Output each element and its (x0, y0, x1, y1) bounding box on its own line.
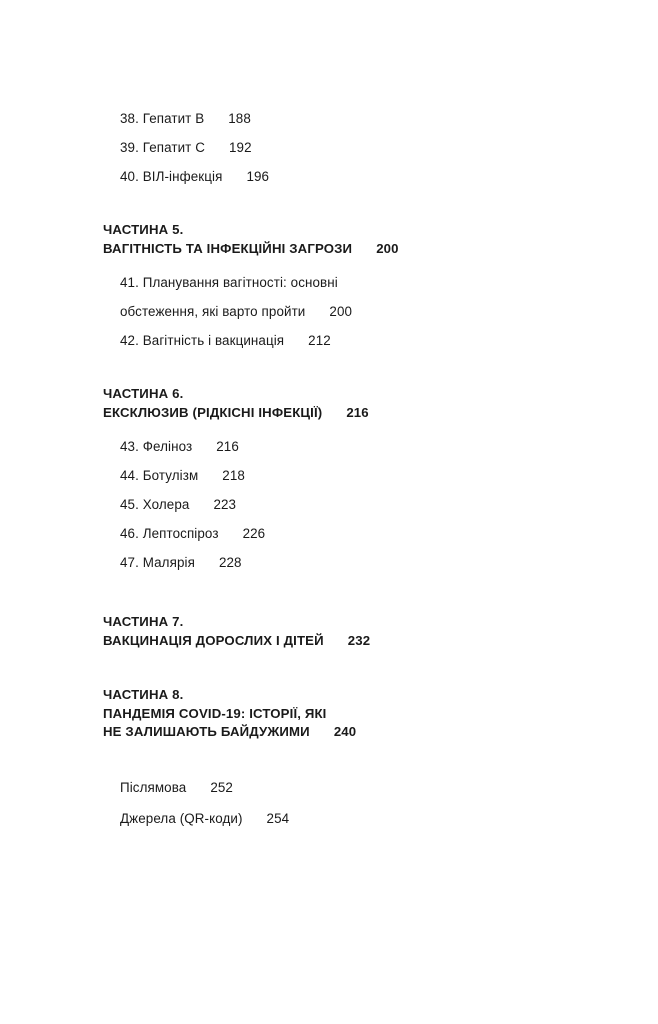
part-title-row (103, 240, 583, 259)
toc-entry-list (103, 104, 583, 191)
toc-entry-title: 47. Малярія (120, 555, 195, 570)
toc-group-continued (103, 104, 583, 191)
toc-entry-list (103, 432, 583, 577)
toc-group-part-7 (103, 613, 583, 650)
toc-entry-page: 228 (218, 555, 242, 570)
toc-entry-page: 212 (308, 333, 331, 348)
part-page: 232 (347, 632, 371, 648)
toc-entry-list (103, 268, 583, 355)
toc-entry-title-line-2: обстеження, які варто пройти (120, 304, 306, 319)
part-label: ЧАСТИНА 8. (103, 687, 184, 702)
toc-entry[interactable] (120, 432, 583, 461)
toc-entry[interactable] (120, 772, 583, 803)
part-page: 200 (376, 240, 399, 256)
part-heading[interactable] (103, 221, 583, 258)
toc-entry-title-line-1: 41. Планування вагітності: основні (120, 275, 338, 290)
toc-entry-page: 252 (210, 779, 233, 795)
toc-entry-page: 226 (242, 526, 266, 541)
part-title-line-1: ПАНДЕМІЯ COVID-19: ІСТОРІЇ, ЯКІ (103, 705, 327, 721)
toc-entry-title: 45. Холера (120, 497, 190, 512)
toc-entry[interactable] (120, 162, 583, 191)
toc-entry[interactable] (120, 519, 583, 548)
part-heading[interactable] (103, 385, 583, 422)
toc-entry-title: 42. Вагітність і вакцинація (120, 333, 285, 348)
part-heading[interactable] (103, 613, 583, 650)
part-title-line-2: НЕ ЗАЛИШАЮТЬ БАЙДУЖИМИ (103, 724, 310, 739)
toc-entry-title-line-2-row (120, 297, 583, 326)
toc-entry-page: 216 (216, 439, 239, 454)
part-title-row (103, 632, 583, 651)
part-title: ВАГІТНІСТЬ ТА ІНФЕКЦІЙНІ ЗАГРОЗИ (103, 240, 353, 256)
part-label: ЧАСТИНА 6. (103, 386, 184, 401)
toc-group-part-8 (103, 686, 583, 742)
toc-entry[interactable] (120, 548, 583, 577)
toc-entry-title: 39. Гепатит C (120, 140, 205, 155)
toc-group-part-6 (103, 385, 583, 577)
toc-entry-page: 254 (266, 810, 290, 826)
part-label: ЧАСТИНА 7. (103, 614, 184, 629)
toc-entry[interactable] (120, 326, 583, 355)
part-title: ВАКЦИНАЦІЯ ДОРОСЛИХ І ДІТЕЙ (103, 632, 324, 648)
table-of-contents (103, 104, 583, 834)
toc-entry[interactable] (120, 461, 583, 490)
part-page: 240 (333, 724, 357, 739)
toc-entry-page: 192 (228, 140, 252, 155)
part-title-row (103, 404, 583, 423)
toc-entry[interactable] (120, 803, 583, 834)
toc-tail-entries (103, 772, 583, 834)
toc-entry-title: 43. Феліноз (120, 439, 193, 454)
toc-entry-title: 46. Лептоспіроз (120, 526, 219, 541)
toc-entry[interactable] (120, 133, 583, 162)
part-title-row-2 (103, 723, 583, 742)
toc-entry-title: Післямова (120, 779, 187, 795)
toc-entry-page: 218 (222, 468, 245, 483)
part-label: ЧАСТИНА 5. (103, 222, 184, 237)
toc-entry-title: Джерела (QR-коди) (120, 810, 243, 826)
part-heading[interactable] (103, 686, 583, 742)
part-title: ЕКСКЛЮЗИВ (РІДКІСНІ ІНФЕКЦІЇ) (103, 404, 323, 420)
toc-entry[interactable] (120, 268, 583, 326)
toc-entry-title: 38. Гепатит B (120, 111, 205, 126)
toc-entry-page: 188 (228, 111, 251, 126)
toc-group-part-5 (103, 221, 583, 355)
toc-entry[interactable] (120, 104, 583, 133)
toc-entry[interactable] (120, 490, 583, 519)
toc-entry-page: 200 (329, 304, 353, 319)
part-page: 216 (346, 404, 369, 420)
toc-entry-title: 40. ВІЛ-інфекція (120, 169, 223, 184)
toc-entry-page: 196 (246, 169, 270, 184)
toc-entry-title: 44. Ботулізм (120, 468, 199, 483)
toc-entry-page: 223 (213, 497, 237, 512)
